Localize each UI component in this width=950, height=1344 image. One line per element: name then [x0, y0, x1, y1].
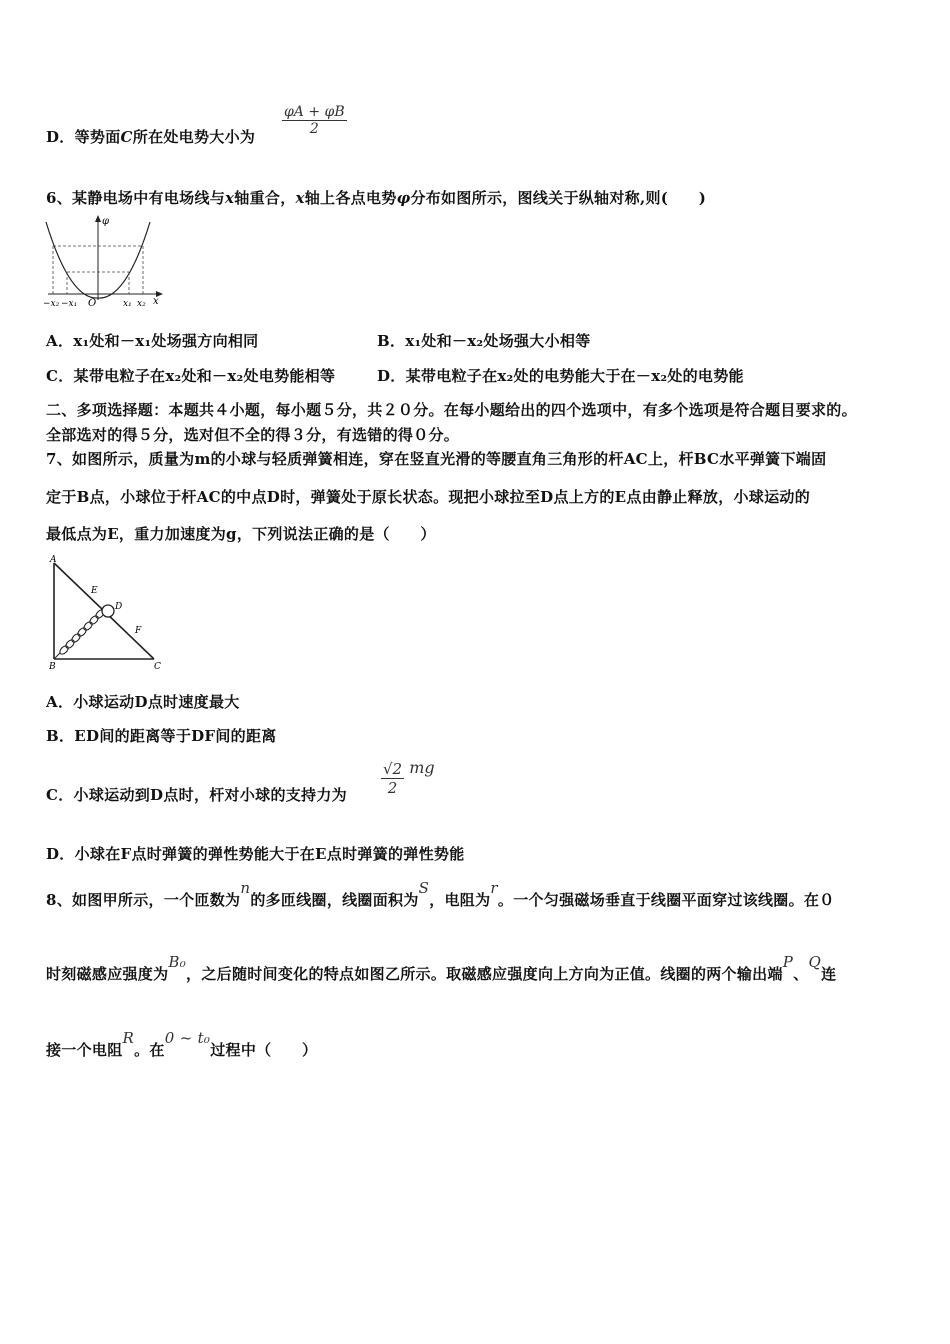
- q8-p1b: 的多匝线圈，线圈面积为: [250, 891, 419, 909]
- q8-line2: [46, 953, 837, 984]
- graph-label-neg-x1: −x₁: [61, 299, 78, 309]
- q8-n: n: [240, 879, 251, 897]
- q8-p2a: 时刻磁感应强度为: [46, 965, 169, 983]
- q6-x1: x: [225, 189, 235, 207]
- q5-frac-den: 2: [309, 121, 319, 137]
- section2-line2: 全部选对的得５分，选对但不全的得３分，有选错的得０分。: [46, 426, 460, 444]
- q7-frac-den: 2: [387, 779, 398, 797]
- fig-label-b: B: [49, 662, 56, 672]
- q7-option-d: D．小球在F点时弹簧的弹性势能大于在E点时弹簧的弹性势能: [46, 845, 465, 863]
- graph-label-neg-x2: −x₂: [43, 299, 60, 309]
- q5-d-label: D．等势面: [46, 128, 121, 146]
- q6-option-a: A．x₁处和－x₁处场强方向相同: [46, 332, 259, 350]
- q7-line2: 定于B点，小球位于杆AC的中点D时，弹簧处于原长状态。现把小球拉至D点上方的E点由静止释放，小球运动的: [46, 488, 811, 506]
- q7-line1: 7、如图所示，质量为m的小球与轻质弹簧相连，穿在竖直光滑的等腰直角三角形的杆AC上，杆BC水平弹簧下端固: [46, 450, 827, 468]
- q8-p3c: 过程中（ ）: [210, 1041, 318, 1059]
- q6-option-b: B．x₁处和－x₂处场强大小相等: [377, 332, 591, 350]
- fig-label-d: D: [115, 602, 123, 612]
- q6-mid2: 轴上各点电势: [304, 189, 397, 207]
- q6-x2: x: [295, 189, 305, 207]
- q6-stem: [46, 187, 706, 208]
- q5-option-d: [46, 126, 255, 147]
- q8-p: P: [782, 953, 794, 971]
- q8-line1: [46, 879, 835, 910]
- q6-mid1: 轴重合，: [234, 189, 296, 207]
- fig-label-f: F: [135, 626, 142, 636]
- q7-option-c-fraction: [381, 760, 435, 797]
- q6-potential-graph: [40, 212, 170, 312]
- q8-sep: 、: [793, 965, 809, 983]
- q5-frac-num: φA + φB: [284, 104, 345, 120]
- q8-p3a: 接一个电阻: [46, 1041, 123, 1059]
- graph-label-x: x: [153, 296, 159, 307]
- graph-label-x2: x₂: [137, 299, 146, 309]
- q6-option-c: C．某带电粒子在x₂处和－x₂处电势能相等: [46, 367, 336, 385]
- fig-label-c: C: [154, 662, 161, 672]
- q8-q: Q: [808, 953, 822, 971]
- q6-option-d: D．某带电粒子在x₂处的电势能大于在－x₂处的电势能: [377, 367, 744, 385]
- fig-label-a: A: [50, 555, 57, 565]
- q6-suffix: 分布如图所示，图线关于纵轴对称,则( ): [410, 189, 707, 207]
- q8-b0: B₀: [168, 953, 187, 971]
- q8-line3: [46, 1029, 318, 1060]
- q8-p3b: 。在: [134, 1041, 165, 1059]
- q7-frac-mg: mg: [409, 758, 435, 777]
- q7-option-c: [46, 784, 347, 805]
- q8-s: S: [418, 879, 430, 897]
- q8-p2c: 连: [821, 965, 837, 983]
- q5-fraction: [282, 104, 347, 137]
- q5-d-rest: 所在处电势大小为: [132, 128, 256, 146]
- q8-p1a: 8、如图甲所示，一个匝数为: [46, 891, 241, 909]
- q6-prefix: 6、某静电场中有电场线与: [46, 189, 226, 207]
- q8-p1d: 。一个匀强磁场垂直于线圈平面穿过该线圈。在０: [497, 891, 835, 909]
- q7-triangle-figure: [44, 553, 169, 673]
- q8-r-resistor: R: [122, 1029, 135, 1047]
- section2-line1: 二、多项选择题：本题共４小题，每小题５分，共２０分。在每小题给出的四个选项中，有多个选项是符合题目要求的。: [46, 401, 857, 419]
- fig-label-e: E: [91, 586, 98, 596]
- q8-p2b: ，之后随时间变化的特点如图乙所示。取磁感应强度向上方向为正值。线圈的两个输出端: [186, 965, 783, 983]
- q8-r: r: [490, 879, 498, 897]
- q7-line3: 最低点为E，重力加速度为g，下列说法正确的是（ ）: [46, 525, 436, 543]
- graph-label-phi: φ: [102, 216, 110, 227]
- q7-option-b: B．ED间的距离等于DF间的距离: [46, 727, 277, 745]
- q8-p1c: ，电阻为: [429, 891, 491, 909]
- q6-phi: φ: [396, 189, 411, 207]
- q7-frac-num: √2: [383, 760, 403, 778]
- q8-range: 0 ~ t₀: [164, 1029, 211, 1047]
- q7-option-c-text: C．小球运动到D点时，杆对小球的支持力为: [46, 786, 347, 804]
- q7-option-a: A．小球运动D点时速度最大: [46, 693, 240, 711]
- graph-label-x1: x₁: [123, 299, 132, 309]
- q5-d-c: C: [120, 128, 133, 146]
- graph-label-origin: O: [88, 298, 97, 309]
